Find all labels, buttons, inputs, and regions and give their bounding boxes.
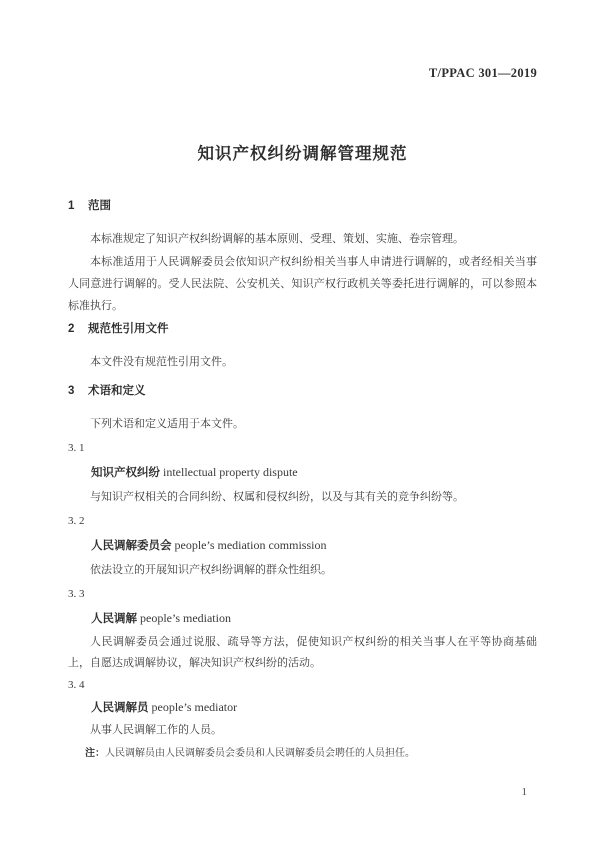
term-3-2-name-zh: 人民调解委员会 bbox=[91, 540, 172, 552]
section-2-heading bbox=[68, 318, 537, 340]
term-3-3-name-en: people’s mediation bbox=[140, 611, 231, 625]
section-1-heading bbox=[68, 195, 537, 217]
section-2-number: 2 bbox=[68, 323, 75, 335]
section-1-number: 1 bbox=[68, 200, 75, 212]
term-3-4-name-zh: 人民调解员 bbox=[91, 702, 149, 714]
term-3-4-name bbox=[68, 696, 537, 719]
document-title: 知识产权纠纷调解管理规范 bbox=[197, 145, 408, 163]
note-label: 注： bbox=[85, 748, 105, 759]
term-3-1-definition: 与知识产权相关的合同纠纷、权属和侵权纠纷，以及与其有关的竞争纠纷等。 bbox=[90, 491, 464, 503]
term-3-3-name-zh: 人民调解 bbox=[91, 613, 137, 625]
section-1-paragraph-1: 本标准规定了知识产权纠纷调解的基本原则、受理、策划、实施、卷宗管理。 bbox=[90, 233, 464, 245]
note-text: 人民调解员由人民调解委员会委员和人民调解委员会聘任的人员担任。 bbox=[105, 748, 415, 759]
section-1-paragraph-2: 本标准适用于人民调解委员会依知识产权纠纷相关当事人申请进行调解的，或者经相关当事人同意进行调解的。受人民法院、公安机关、知识产权行政机关等委托进行调解的，可以参照本标准执行。 bbox=[68, 256, 537, 312]
term-3-2-number: 3. 2 bbox=[68, 515, 85, 527]
term-3-2-name-en: people’s mediation commission bbox=[174, 538, 327, 552]
standard-number: T/PPAC 301—2019 bbox=[428, 66, 537, 80]
term-3-2-definition: 依法设立的开展知识产权纠纷调解的群众性组织。 bbox=[90, 564, 332, 576]
term-3-4-name-en: people’s mediator bbox=[151, 700, 238, 714]
term-3-2-name bbox=[68, 534, 537, 557]
section-2-title: 规范性引用文件 bbox=[88, 323, 169, 335]
section-1-title: 范围 bbox=[88, 200, 111, 212]
term-3-4-definition: 从事人民调解工作的人员。 bbox=[90, 724, 222, 736]
term-3-4-number: 3. 4 bbox=[68, 679, 85, 691]
term-3-3-number: 3. 3 bbox=[68, 588, 85, 600]
term-3-1-number: 3. 1 bbox=[68, 442, 85, 454]
section-2-paragraph-1: 本文件没有规范性引用文件。 bbox=[90, 356, 233, 368]
term-3-4-note bbox=[68, 745, 537, 763]
section-3-paragraph-1: 下列术语和定义适用于本文件。 bbox=[90, 418, 244, 430]
term-3-1-name-en: intellectual property dispute bbox=[163, 465, 298, 479]
term-3-3-name bbox=[68, 607, 537, 630]
section-3-heading bbox=[68, 380, 537, 402]
section-3-title: 术语和定义 bbox=[88, 385, 146, 397]
page-number: 1 bbox=[521, 786, 527, 798]
section-3-number: 3 bbox=[68, 385, 75, 397]
term-3-1-name bbox=[68, 461, 537, 484]
term-3-3-definition: 人民调解委员会通过说服、疏导等方法，促使知识产权纠纷的相关当事人在平等协商基础上，自愿达成调解协议，解决知识产权纠纷的活动。 bbox=[68, 636, 537, 669]
term-3-1-name-zh: 知识产权纠纷 bbox=[91, 467, 160, 479]
